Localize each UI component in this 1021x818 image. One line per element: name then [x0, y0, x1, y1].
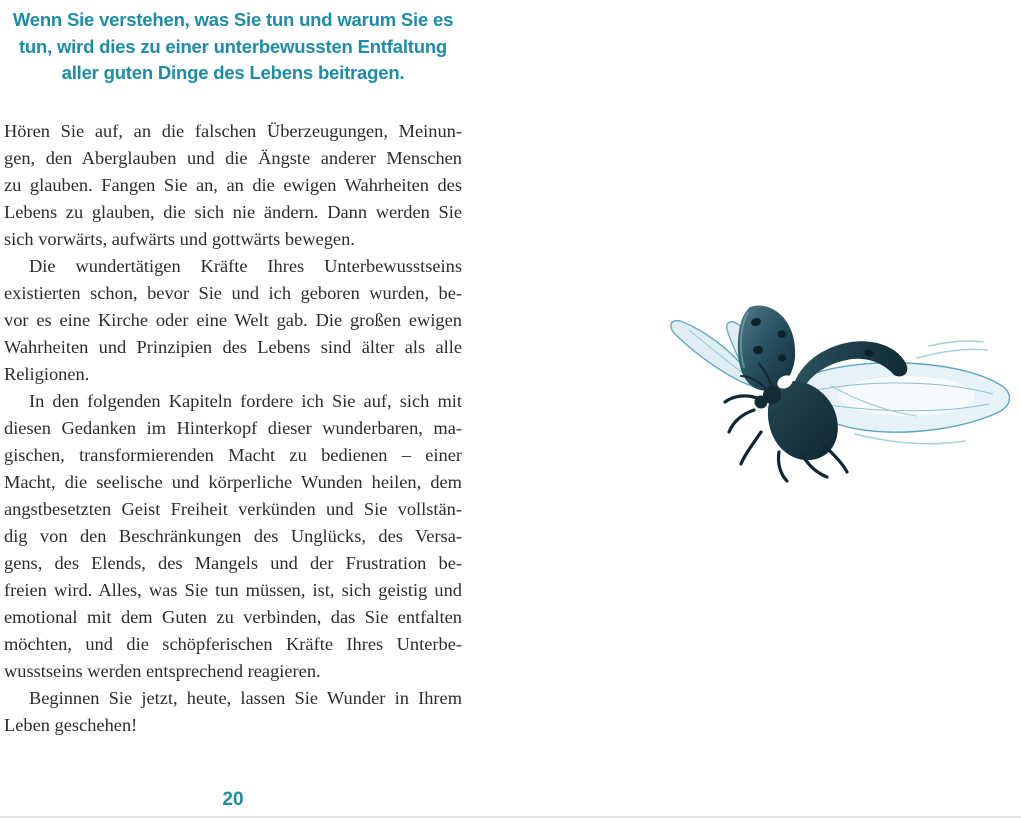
text-line: existierten schon, bevor Sie und ich geboren wurden, be-: [4, 282, 462, 303]
text-line: Religionen.: [4, 363, 90, 384]
text-line: angstbesetzten Geist Freiheit verkünden und Sie vollstän-: [4, 498, 462, 519]
text-line: In den folgenden Kapiteln fordere ich Sie auf, sich mit: [29, 390, 462, 411]
quote-line: tun, wird dies zu einer unterbewussten Entfaltung: [18, 35, 448, 57]
text-line: Wahrheiten und Prinzipien des Lebens sind älter als alle: [4, 336, 462, 357]
text-line: dig von den Beschränkungen des Unglücks, des Versa-: [4, 525, 462, 546]
page-number: 20: [222, 789, 244, 810]
text-line: diesen Gedanken im Hinterkopf dieser wunderbaren, ma-: [4, 417, 462, 438]
text-line: Hören Sie auf, an die falschen Überzeugungen, Meinun-: [4, 120, 462, 141]
text-line: freien wird. Alles, was Sie tun müssen, ist, sich geistig und: [4, 579, 462, 600]
ladybug-illustration: [655, 292, 1020, 487]
text-line: Macht, die seelische und körperliche Wunden heilen, dem: [4, 471, 462, 492]
chapter-quote: [4, 7, 462, 87]
text-line: gen, den Aberglauben und die Ängste anderer Menschen: [4, 147, 462, 168]
text-line: sich vorwärts, aufwärts und gottwärts bewegen.: [4, 228, 355, 249]
text-line: Lebens zu glauben, die sich nie ändern. Dann werden Sie: [4, 201, 462, 222]
quote-line: Wenn Sie verstehen, was Sie tun und warum Sie es: [12, 9, 454, 30]
text-column: [4, 7, 462, 739]
paragraph: [4, 685, 462, 739]
paragraph: [4, 253, 462, 388]
text-line: gischen, transformierenden Macht zu bedienen – einer: [4, 444, 462, 465]
quote-line: aller guten Dinge des Lebens beitragen.: [61, 62, 405, 83]
text-line: Leben geschehen!: [4, 714, 138, 735]
paragraph: [4, 388, 462, 685]
text-line: möchten, und die schöpferischen Kräfte Ihres Unterbe-: [4, 633, 462, 654]
text-line: wusstseins werden entsprechend reagieren.: [4, 660, 321, 681]
text-line: Die wundertätigen Kräfte Ihres Unterbewusstseins: [29, 255, 462, 276]
text-line: vor es eine Kirche oder eine Welt gab. Die großen ewigen: [4, 309, 462, 330]
body-text: [4, 118, 462, 739]
paragraph: [4, 118, 462, 253]
text-line: Beginnen Sie jetzt, heute, lassen Sie Wunder in Ihrem: [29, 687, 462, 708]
text-line: emotional mit dem Guten zu verbinden, das Sie entfalten: [4, 606, 462, 627]
text-line: zu glauben. Fangen Sie an, an die ewigen Wahrheiten des: [4, 174, 462, 195]
text-line: gens, des Elends, des Mangels und der Frustration be-: [4, 552, 462, 573]
